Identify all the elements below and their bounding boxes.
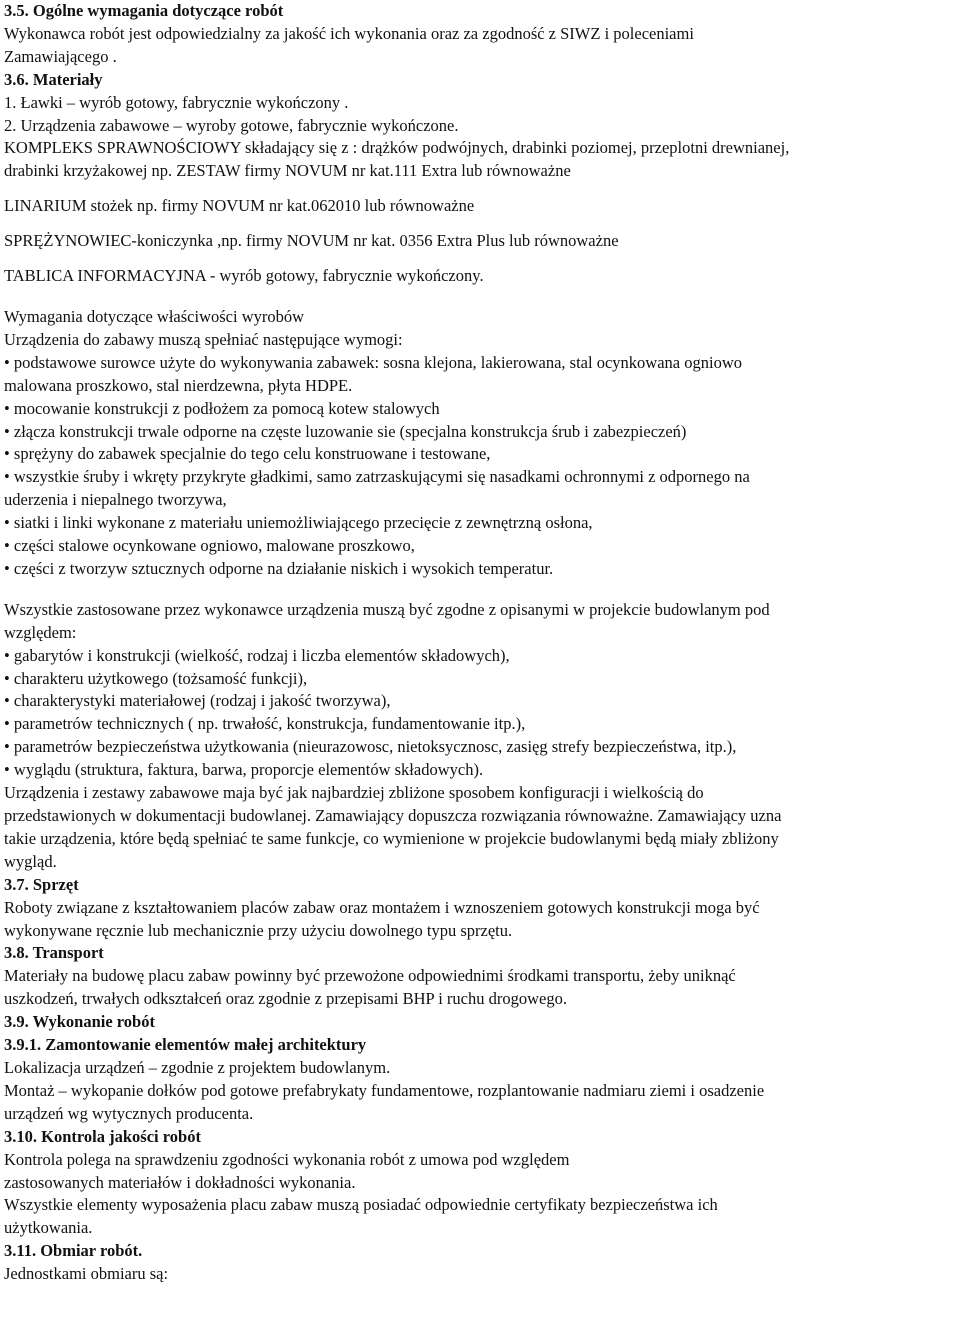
conformity-item: • parametrów technicznych ( np. trwałość, konstrukcja, fundamentowanie itp.), [4,714,526,734]
paragraph-line: Roboty związane z kształtowaniem placów zabaw oraz montażem i wznoszeniem gotowych konstrukcji moga być [4,897,760,917]
section-heading-3-5: 3.5. Ogólne wymagania dotyczące robót [4,1,284,20]
material-item: 1. Ławki – wyrób gotowy, fabrycznie wykończony . [4,92,349,112]
conformity-item: • charakterystyki materiałowej (rodzaj i jakość tworzywa), [4,691,391,711]
requirement-item: uderzenia i niepalnego tworzywa, [4,490,227,510]
requirement-item: • mocowanie konstrukcji z podłożem za pomocą kotew stalowych [4,398,440,418]
equivalence-paragraph: przedstawionych w dokumentacji budowlanej. Zamawiający dopuszcza rozwiązania równoważne. Zamawiający uzna [4,806,782,825]
paragraph-line: Zamawiającego . [4,46,117,66]
paragraph-line: zastosowanych materiałów i dokładności wykonania. [4,1172,356,1192]
paragraph-line: Wszystkie elementy wyposażenia placu zabaw muszą posiadać odpowiednie certyfikaty bezpieczeństwa ich [4,1195,718,1215]
material-item: KOMPLEKS SPRAWNOŚCIOWY składający się z : drążków podwójnych, drabinki poziomej, przeplotni drewnianej, [4,138,790,158]
conformity-paragraph: Wszystkie zastosowane przez wykonawce urządzenia muszą być zgodne z opisanymi w projekcie budowlanym pod [4,599,770,619]
requirement-item: • części stalowe ocynkowane ogniowo, malowane proszkowo, [4,536,415,556]
equivalence-paragraph: wygląd. [4,851,57,871]
section-heading-3-9-1: 3.9.1. Zamontowanie elementów małej architektury [4,1035,367,1055]
paragraph-line: urządzeń wg wytycznych producenta. [4,1103,254,1123]
requirement-item: • sprężyny do zabawek specjalnie do tego celu konstruowane i testowane, [4,444,491,464]
requirements-title: Wymagania dotyczące właściwości wyrobów [4,306,305,326]
material-item: LINARIUM stożek np. firmy NOVUM nr kat.062010 lub równoważne [4,196,475,216]
section-heading-3-11: 3.11. Obmiar robót. [4,1241,143,1261]
paragraph-line: uszkodzeń, trwałych odkształceń oraz zgodnie z przepisami BHP i ruchu drogowego. [4,989,567,1009]
requirement-item: • części z tworzyw sztucznych odporne na działanie niskich i wysokich temperatur. [4,558,554,578]
requirement-item: • podstawowe surowce użyte do wykonywania zabawek: sosna klejona, lakierowana, stal ocynkowana ogniowo [4,352,742,372]
equivalence-paragraph: Urządzenia i zestawy zabawowe maja być jak najbardziej zbliżone sposobem konfiguracji i wielkością do [4,783,704,803]
paragraph-line: Montaż – wykopanie dołków pod gotowe prefabrykaty fundamentowe, rozplantowanie nadmiaru ziemi i osadzenie [4,1080,765,1100]
conformity-item: • parametrów bezpieczeństwa użytkowania (nieurazowosc, nietoksycznosc, zasięg strefy bezpieczeństwa, itp.), [4,737,737,757]
section-heading-3-7: 3.7. Sprzęt [4,874,79,894]
requirements-intro: Urządzenia do zabawy muszą spełniać następujące wymogi: [4,329,403,349]
conformity-item: • charakteru użytkowego (tożsamość funkcji), [4,668,308,688]
section-heading-3-6: 3.6. Materiały [4,69,103,89]
paragraph-line: wykonywane ręcznie lub mechanicznie przy użyciu dowolnego typu sprzętu. [4,920,513,940]
section-heading-3-10: 3.10. Kontrola jakości robót [4,1126,201,1146]
equivalence-paragraph: takie urządzenia, które będą spełniać te same funkcje, co wymienione w projekcie budowlanymi będą miały zbliżony [4,828,779,848]
paragraph-line: Wykonawca robót jest odpowiedzialny za jakość ich wykonania oraz za zgodność z SIWZ i poleceniami [4,23,694,43]
material-item: drabinki krzyżakowej np. ZESTAW firmy NOVUM nr kat.111 Extra lub równoważne [4,161,571,181]
paragraph-line: użytkowania. [4,1218,93,1238]
conformity-paragraph: względem: [4,622,77,642]
paragraph-line: Materiały na budowę placu zabaw powinny być przewożone odpowiednimi środkami transportu, żeby uniknąć [4,966,736,986]
material-item: TABLICA INFORMACYJNA - wyrób gotowy, fabrycznie wykończony. [4,266,484,286]
requirement-item: • wszystkie śruby i wkręty przykryte gładkimi, samo zatrzaskującymi się nasadkami ochronnymi z odpornego na [4,467,750,487]
conformity-item: • wyglądu (struktura, faktura, barwa, proporcje elementów składowych). [4,760,484,780]
paragraph-line: Kontrola polega na sprawdzeniu zgodności wykonania robót z umowa pod względem [4,1149,570,1169]
material-item: 2. Urządzenia zabawowe – wyroby gotowe, fabrycznie wykończone. [4,115,459,135]
requirement-item: • siatki i linki wykonane z materiału uniemożliwiającego przecięcie z zewnętrzną osłona, [4,513,593,533]
section-heading-3-9: 3.9. Wykonanie robót [4,1012,155,1032]
requirement-item: • złącza konstrukcji trwale odporne na częste luzowanie sie (specjalna konstrukcja śrub i zabezpieczeń) [4,421,687,441]
paragraph-line: Jednostkami obmiaru są: [4,1264,169,1284]
material-item: SPRĘŻYNOWIEC-koniczynka ,np. firmy NOVUM nr kat. 0356 Extra Plus lub równoważne [4,231,619,251]
section-heading-3-8: 3.8. Transport [4,943,104,963]
conformity-item: • gabarytów i konstrukcji (wielkość, rodzaj i liczba elementów składowych), [4,645,510,665]
requirement-item: malowana proszkowo, stal nierdzewna, płyta HDPE. [4,375,353,395]
paragraph-line: Lokalizacja urządzeń – zgodnie z projektem budowlanym. [4,1057,391,1077]
